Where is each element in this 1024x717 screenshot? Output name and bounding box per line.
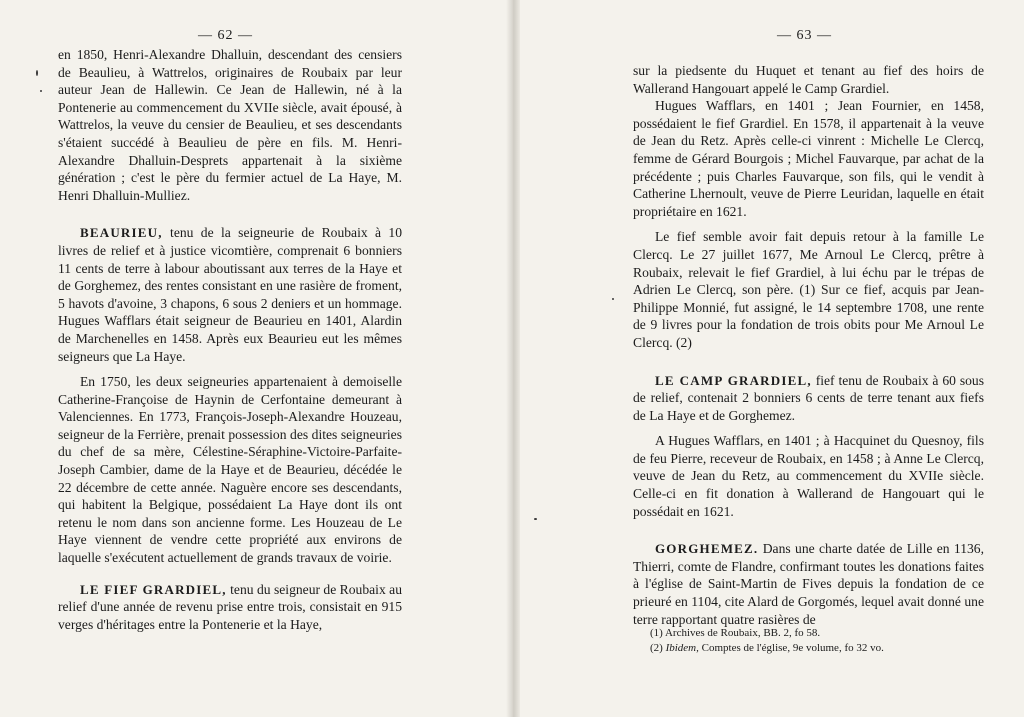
- section-heading: LE CAMP GRARDIEL,: [655, 372, 812, 388]
- paragraph: Hugues Wafflars, en 1401 ; Jean Fournier, en 1458, possédaient le fief Grardiel. En 1578, il appartenait à la veuve de Jean du Retz. Après celle-ci vinrent : Michelle Le Clercq, femme de Gérard Bourgois ; Michel Fauvarque, par achat de la précédente ; puis Charles Fauvarque, son fils, qui le vendit à Catherine Lhernoult, veuve de Pierre Leuridan, laquelle en était propriétaire en 1621.: [633, 98, 984, 219]
- page-number: — 63 —: [777, 28, 832, 43]
- page-body: [58, 46, 402, 633]
- scan-speck: [612, 298, 614, 300]
- paragraph: A Hugues Wafflars, en 1401 ; à Hacquinet du Quesnoy, fils de feu Pierre, receveur de Roubaix, en 1458 ; à Anne Le Clercq, veuve de Jean du Retz, au commencement du XVIIe siècle. Celle-ci en fit donation à Wallerand de Hangouart qui le possédait en 1621.: [633, 433, 984, 519]
- section-camp-grardiel: [633, 372, 984, 425]
- section-text: Dans une charte datée de Lille en 1136, Thierri, comte de Flandre, confirmant toutes les donations faites à l'église de Saint-Martin de Fives depuis la fondation de ce prieuré en 1104, cite Alard de Gorgomés, lequel avait donné une terre rapportant quatre rasières de: [633, 541, 985, 627]
- paragraph: en 1850, Henri-Alexandre Dhalluin, descendant des censiers de Beaulieu, à Wattrelos, originaires de Roubaix par leur auteur Jean de Hallewin. Ce Jean de Hallewin, né à la Pontenerie au commencement du XVIIe siècle, avait épousé, à Wattrelos, la veuve du censier de Beaulieu, et ses descendants s'étaient succédé à Beaulieu de père en fils. M. Henri-Alexandre Dhalluin-Desprets appartenait à la sixième génération ; c'est le père du fermier actuel de La Haye, M. Henri Dhalluin-Mulliez.: [58, 47, 402, 203]
- paragraph: sur la piedsente du Huquet et tenant au fief des hoirs de Wallerand Hangouart appelé le Camp Grardiel.: [633, 63, 984, 96]
- section-text: tenu du seigneur de Roubaix au relief d'une année de revenu prise entre trois, consistait en 915 verges d'héritages entre la Pontenerie et la Haye,: [58, 581, 402, 632]
- section-heading: GORGHEMEZ.: [655, 541, 759, 557]
- paragraph: En 1750, les deux seigneuries appartenaient à demoiselle Catherine-Françoise de Haynin de Cerfontaine demeurant à Valenciennes. En 1773, François-Joseph-Alexandre Houzeau, seigneur de la Ferrière, prenait possession des dites seigneuries du chef de sa mère, Célestine-Séraphine-Victoire-Parfaite-Joseph Cambier, dame de la Haye et de Beaurieu, décédée le 22 décembre de cette année. Naguère encore ses descendants, qui habitent la Belgique, possédaient La Haye dont ils ont retenu le nom dans son ancienne forme. Les Houzeau de Le Haye viennent de vendre cette propriété aux environs de laquelle s'exécutent actuellement de grands travaux de voirie.: [58, 374, 402, 566]
- section-text: fief tenu de Roubaix à 60 sous de relief, contenait 2 bonniers 6 cents de terre tenant aux fiefs de La Haye et de Gorghemez.: [633, 372, 984, 423]
- footnote-text: Comptes de l'église, 9e volume, fo 32 vo.: [701, 642, 884, 654]
- scan-speck: [534, 518, 537, 520]
- section-heading: BEAURIEU,: [80, 225, 163, 241]
- left-page: [0, 0, 506, 717]
- footnote: (1) Archives de Roubaix, BB. 2, fo 58.: [650, 627, 821, 639]
- section-text: tenu de la seigneurie de Roubaix à 10 livres de relief et à justice vicomtière, comprenait 6 bonniers 11 cents de terre à labour aboutissant aux terres de la Haye et de Gorghemez, des rentes consistant en une rasière de froment, 5 havots d'avoine, 3 chapons, 6 sous 2 deniers et un hommage. Hugues Wafflars était seigneur de Beaurieu en 1401, Alardin de Marchenelles en 1458. Après eux Beaurieu eut les mêmes seigneurs que La Haye.: [58, 225, 402, 364]
- right-page: [520, 0, 1024, 717]
- footnotes: [650, 626, 980, 656]
- page-number: — 62 —: [198, 28, 253, 43]
- paragraph: Le fief semble avoir fait depuis retour à la famille Le Clercq. Le 27 juillet 1677, Me Arnoul Le Clercq, prêtre à Roubaix, relevait le fief Grardiel, à lui échu par le trépas de Adrien Le Clercq, son père. (1) Sur ce fief, acquis par Jean-Philippe Monnié, fut assigné, le 14 septembre 1708, une rente de 9 livres pour la fondation de trois obits pour Me Arnoul Le Clercq. (2): [633, 229, 984, 350]
- section-beaurieu: [58, 224, 402, 365]
- scan-speck: [36, 70, 38, 76]
- section-gorghemez: [633, 540, 984, 628]
- page-body: [633, 62, 984, 628]
- section-heading: LE FIEF GRARDIEL,: [80, 581, 227, 597]
- section-fief-grardiel: [58, 581, 402, 634]
- footnote: [650, 641, 980, 656]
- scan-speck: [40, 90, 42, 92]
- book-gutter: [506, 0, 520, 717]
- footnote-ibidem: Ibidem,: [665, 642, 699, 654]
- footnote-number: (2): [650, 642, 663, 654]
